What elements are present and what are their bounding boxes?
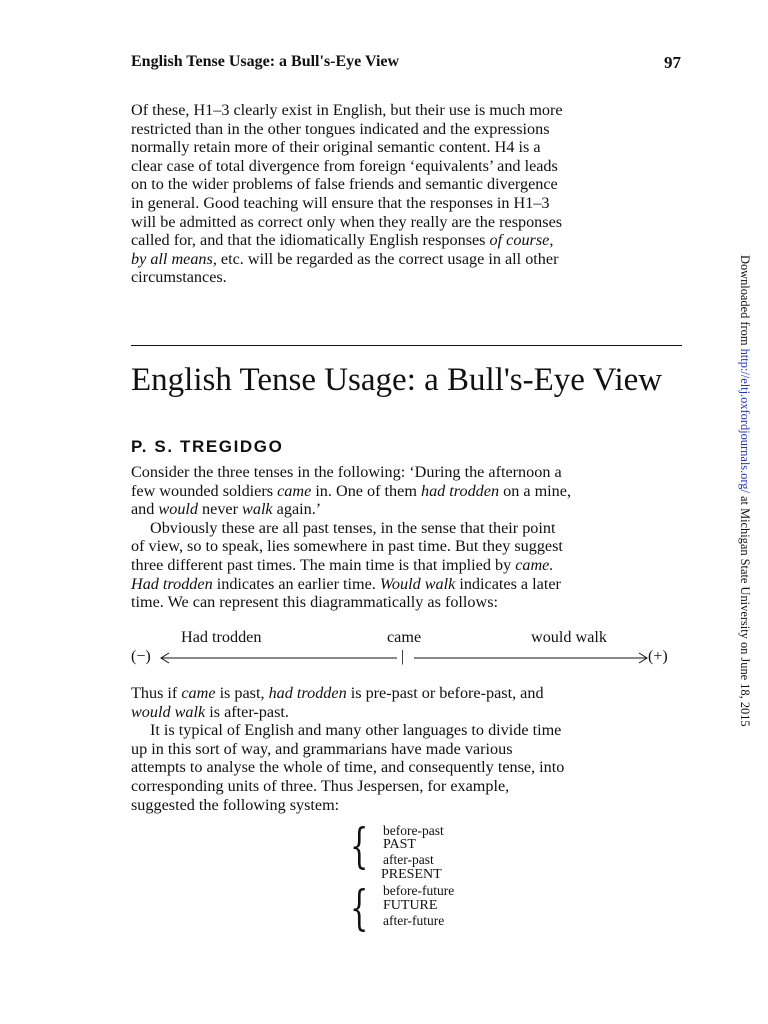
text-line: [131, 575, 682, 594]
previous-article-closing-paragraph: [131, 101, 682, 287]
text-line: time. We can represent this diagrammatically as follows:: [131, 593, 498, 612]
system-item-future: FUTURE: [383, 898, 438, 913]
italic-span: of course,: [489, 231, 554, 250]
text-line: of view, so to speak, lies somewhere in past time. But they suggest: [131, 537, 563, 556]
text-line: [131, 684, 682, 703]
article-author: P. S. TREGIDGO: [131, 437, 284, 456]
italic-span: would walk: [131, 702, 206, 721]
text-span: three different past times. The main time is that implied by: [131, 555, 516, 574]
text-line: will be admitted as correct only when they really are the responses: [131, 212, 563, 231]
present-point-mark: |: [401, 648, 405, 665]
download-notice-prefix: Downloaded from: [738, 255, 752, 349]
text-line: on to the wider problems of false friends and semantic divergence: [131, 175, 558, 194]
diagram-label-would-walk: would walk: [531, 628, 607, 646]
text-span: is past,: [215, 684, 269, 702]
italic-span: Had trodden: [131, 574, 213, 593]
system-item-before-future: before-future: [383, 883, 455, 898]
system-item-past: PAST: [383, 837, 416, 852]
text-line: normally retain more of their original semantic content. H4 is a: [131, 138, 541, 157]
download-notice-text: [737, 255, 752, 727]
text-span: never: [198, 500, 243, 519]
text-span: in. One of them: [311, 481, 421, 500]
text-span: few wounded soldiers: [131, 481, 278, 500]
text-line: suggested the following system:: [131, 795, 340, 814]
text-line: [131, 231, 682, 250]
text-span: Thus if: [131, 684, 182, 702]
text-line: corresponding units of three. Thus Jespersen, for example,: [131, 776, 510, 795]
minus-marker: (−): [131, 648, 151, 665]
text-span: indicates a later: [455, 574, 561, 593]
italic-span: came: [181, 684, 216, 702]
text-span: is pre-past or before-past, and: [346, 684, 544, 702]
timeline-arrows: [131, 647, 683, 669]
text-span: , etc. will be regarded as the correct usage in all other: [212, 249, 559, 268]
text-span: and: [131, 500, 159, 519]
system-item-after-future: after-future: [383, 913, 445, 928]
text-span: is after-past.: [205, 702, 289, 721]
left-brace-future: {: [350, 880, 369, 936]
text-span: indicates an earlier time.: [212, 574, 380, 593]
italic-span: by all means: [131, 249, 213, 268]
diagram-timeline: [131, 647, 683, 669]
italic-span: would: [158, 500, 198, 519]
text-line: Of these, H1–3 clearly exist in English, but their use is much more: [131, 101, 563, 119]
text-line: clear case of total divergence from foreign ‘equivalents’ and leads: [131, 156, 558, 175]
running-head-title: English Tense Usage: a Bull's-Eye View: [131, 53, 400, 70]
italic-span: walk: [242, 500, 273, 519]
italic-span: had trodden: [268, 684, 347, 702]
article-title: English Tense Usage: a Bull's-Eye View: [131, 362, 663, 398]
jespersen-tense-system: [350, 818, 510, 936]
text-line: Obviously these are all past tenses, in the sense that their point: [150, 518, 556, 537]
italic-span: had trodden: [420, 481, 500, 500]
text-line: circumstances.: [131, 268, 227, 287]
left-brace-past: {: [350, 818, 369, 874]
diagram-label-came: came: [387, 628, 422, 646]
system-item-after-past: after-past: [383, 852, 434, 867]
text-span: called for, and that the idiomatically English responses: [131, 231, 490, 250]
body-paragraphs: [131, 684, 682, 814]
italic-span: came.: [515, 555, 554, 574]
italic-span: came: [277, 481, 312, 500]
running-head: [131, 53, 681, 77]
download-notice-suffix: at Michigan State University on June 18, 2015: [738, 492, 752, 727]
text-line: in general. Good teaching will ensure that the responses in H1–3: [131, 193, 550, 212]
text-line: [131, 556, 682, 575]
text-line: Consider the three tenses in the following: ‘During the afternoon a: [131, 463, 562, 481]
section-divider: [131, 345, 682, 346]
text-span: again.’: [272, 500, 322, 519]
page-number: 97: [664, 53, 681, 72]
text-line: [131, 500, 682, 519]
plus-marker: (+): [648, 648, 668, 665]
text-line: up in this sort of way, and grammarians have made various: [131, 739, 513, 758]
system-item-before-past: before-past: [383, 823, 444, 838]
text-span: on a mine,: [499, 481, 571, 500]
text-line: restricted than in the other tongues indicated and the expressions: [131, 119, 550, 138]
diagram-label-had-trodden: Had trodden: [181, 628, 262, 646]
time-diagram: [131, 628, 683, 670]
text-line: attempts to analyse the whole of time, and consequently tense, into: [131, 758, 565, 777]
italic-span: Would walk: [379, 574, 456, 593]
text-line: [131, 250, 682, 269]
text-line: [131, 703, 682, 722]
text-line: [131, 482, 682, 501]
system-item-present: PRESENT: [381, 867, 442, 882]
text-line: It is typical of English and many other languages to divide time: [150, 721, 562, 740]
intro-paragraphs: [131, 463, 682, 612]
journal-link[interactable]: http://eltj.oxfordjournals.org/: [738, 348, 752, 493]
